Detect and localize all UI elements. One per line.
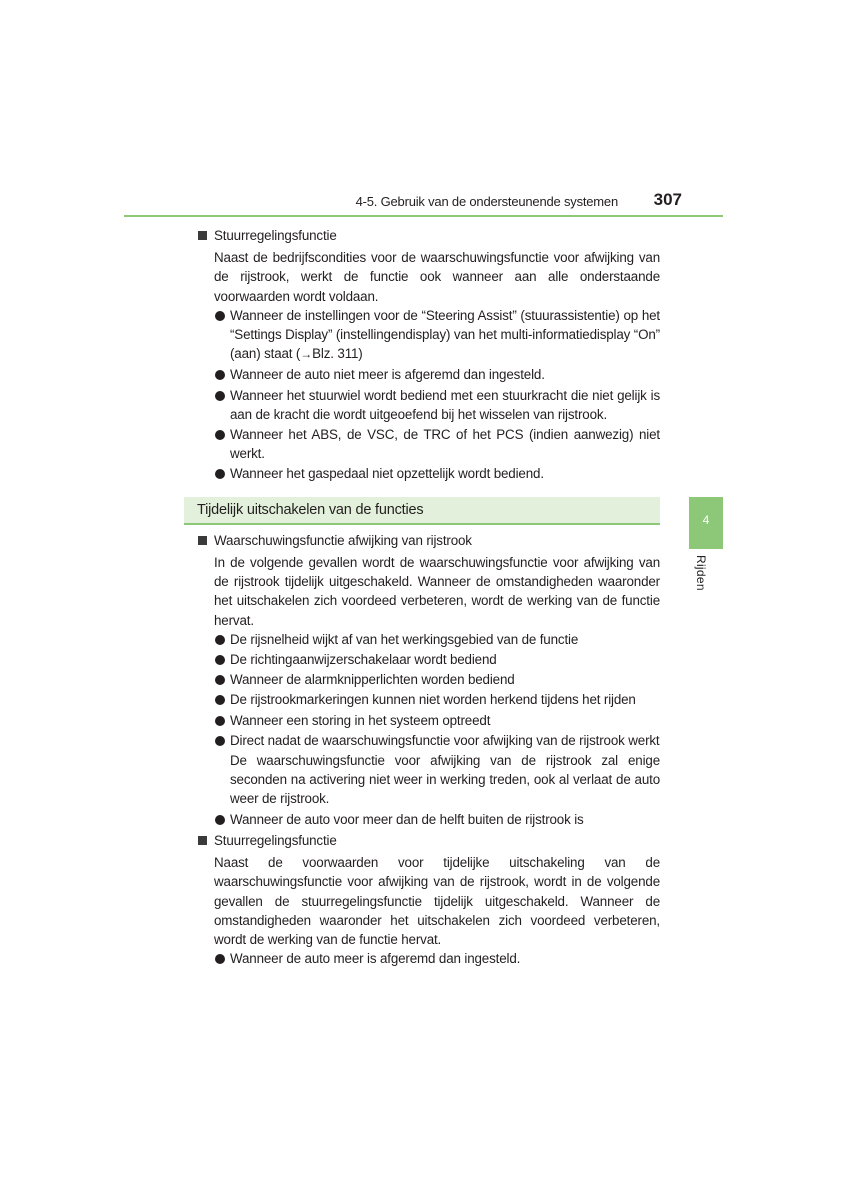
- list-item: [184, 810, 660, 829]
- list-item-text: Wanneer de alarmknipperlichten worden bediend: [230, 672, 515, 688]
- page-number: 307: [653, 190, 682, 209]
- subheading-steering-control: [184, 831, 660, 850]
- bullet-dot-icon: [215, 311, 225, 321]
- list-item-text: Wanneer de instellingen voor de “Steering Assist” (stuurassistentie) op het “Settings Display” (instellingendisplay) van het multi-informatiedisplay “On” (aan) staat (: [230, 307, 660, 362]
- list-item-text: Wanneer de auto meer is afgeremd dan ingesteld.: [230, 951, 521, 967]
- bullet-dot-icon: [215, 370, 225, 380]
- bullet-dot-icon: [215, 954, 225, 964]
- header-divider: [124, 215, 723, 217]
- subheading-steering-control: [184, 226, 660, 245]
- chapter-number: 4: [702, 513, 710, 527]
- subheading-text: Stuurregelingsfunctie: [214, 832, 337, 848]
- list-item-text: De richtingaanwijzerschakelaar wordt bediend: [230, 652, 497, 668]
- paragraph: In de volgende gevallen wordt de waarschuwingsfunctie voor afwijking van de rijstrook tijdelijk uitgeschakeld. Wanneer de omstandigheden waaronder het uitschakelen zich voordeed verbeteren, wordt de werking van de functie hervat.: [214, 555, 660, 628]
- bullet-dot-icon: [215, 469, 225, 479]
- bullet-dot-icon: [215, 391, 225, 401]
- bullet-dot-icon: [215, 815, 225, 825]
- subheading-lane-departure-warning: [184, 531, 660, 550]
- list-item-text: De rijstrookmarkeringen kunnen niet worden herkend tijdens het rijden: [230, 692, 636, 708]
- chapter-tab[interactable]: [689, 497, 723, 549]
- square-bullet-icon: [198, 231, 207, 240]
- bullet-dot-icon: [215, 695, 225, 705]
- paragraph: Naast de voorwaarden voor tijdelijke uitschakeling van de waarschuwingsfunctie voor afwijking van de rijstrook, wordt in de volgende gevallen de stuurregelingsfunctie tijdelijk uitgeschakeld. Wanneer de omstandigheden waaronder het uitschakelen zich voordeed verbeteren, wordt de werking van de functie hervat.: [214, 855, 660, 947]
- list-item-text: Wanneer het stuurwiel wordt bediend met een stuurkracht die niet gelijk is aan de kracht die wordt uitgeoefend bij het wisselen van rijstrook.: [230, 387, 660, 422]
- bullet-dot-icon: [215, 655, 225, 665]
- bullet-dot-icon: [215, 430, 225, 440]
- list-item: [184, 650, 660, 669]
- list-item: [184, 949, 660, 968]
- bullet-dot-icon: [215, 635, 225, 645]
- list-item: [184, 365, 660, 384]
- page-content: [184, 224, 660, 969]
- list-item-note: De waarschuwingsfunctie voor afwijking van de rijstrook zal enige seconden na activering niet weer in werking treden, ook al verlaat de auto weer de rijstrook.: [230, 753, 660, 807]
- arrow-right-icon: →: [300, 347, 313, 362]
- section-heading: Tijdelijk uitschakelen van de functies: [184, 497, 660, 525]
- list-item-text: Wanneer een storing in het systeem optreedt: [230, 712, 491, 728]
- running-header-title: 4-5. Gebruik van de ondersteunende systemen: [355, 194, 618, 209]
- chapter-label: Rijden: [694, 555, 708, 591]
- square-bullet-icon: [198, 536, 207, 545]
- list-item: [184, 690, 660, 709]
- bullet-list: [184, 949, 660, 968]
- list-item: [184, 306, 660, 365]
- list-item: [184, 731, 660, 809]
- list-item: [184, 711, 660, 730]
- list-item: [184, 630, 660, 649]
- subheading-text: Stuurregelingsfunctie: [214, 228, 337, 243]
- list-item-text: Direct nadat de waarschuwingsfunctie voor afwijking van de rijstrook werkt: [230, 732, 660, 748]
- bullet-list: [184, 630, 660, 829]
- list-item: [184, 386, 660, 424]
- page-reference-link[interactable]: Blz. 311): [312, 346, 363, 362]
- list-item-text: De rijsnelheid wijkt af van het werkingsgebied van de functie: [230, 631, 579, 647]
- bullet-dot-icon: [215, 675, 225, 685]
- bullet-list: [184, 306, 660, 484]
- square-bullet-icon: [198, 836, 207, 845]
- list-item-text: Wanneer de auto niet meer is afgeremd dan ingesteld.: [230, 367, 545, 383]
- list-item-text: Wanneer de auto voor meer dan de helft buiten de rijstrook is: [230, 811, 584, 827]
- list-item-text: Wanneer het gaspedaal niet opzettelijk wordt bediend.: [230, 466, 544, 482]
- list-item-text: Wanneer het ABS, de VSC, de TRC of het PCS (indien aanwezig) niet werkt.: [230, 427, 660, 462]
- list-item: [184, 670, 660, 689]
- list-item: [184, 425, 660, 463]
- subheading-text: Waarschuwingsfunctie afwijking van rijstrook: [214, 532, 472, 548]
- list-item: [184, 464, 660, 483]
- bullet-dot-icon: [215, 736, 225, 746]
- bullet-dot-icon: [215, 716, 225, 726]
- paragraph: Naast de bedrijfscondities voor de waarschuwingsfunctie voor afwijking van de rijstrook, werkt de functie ook wanneer aan alle onderstaande voorwaarden wordt voldaan.: [214, 250, 660, 304]
